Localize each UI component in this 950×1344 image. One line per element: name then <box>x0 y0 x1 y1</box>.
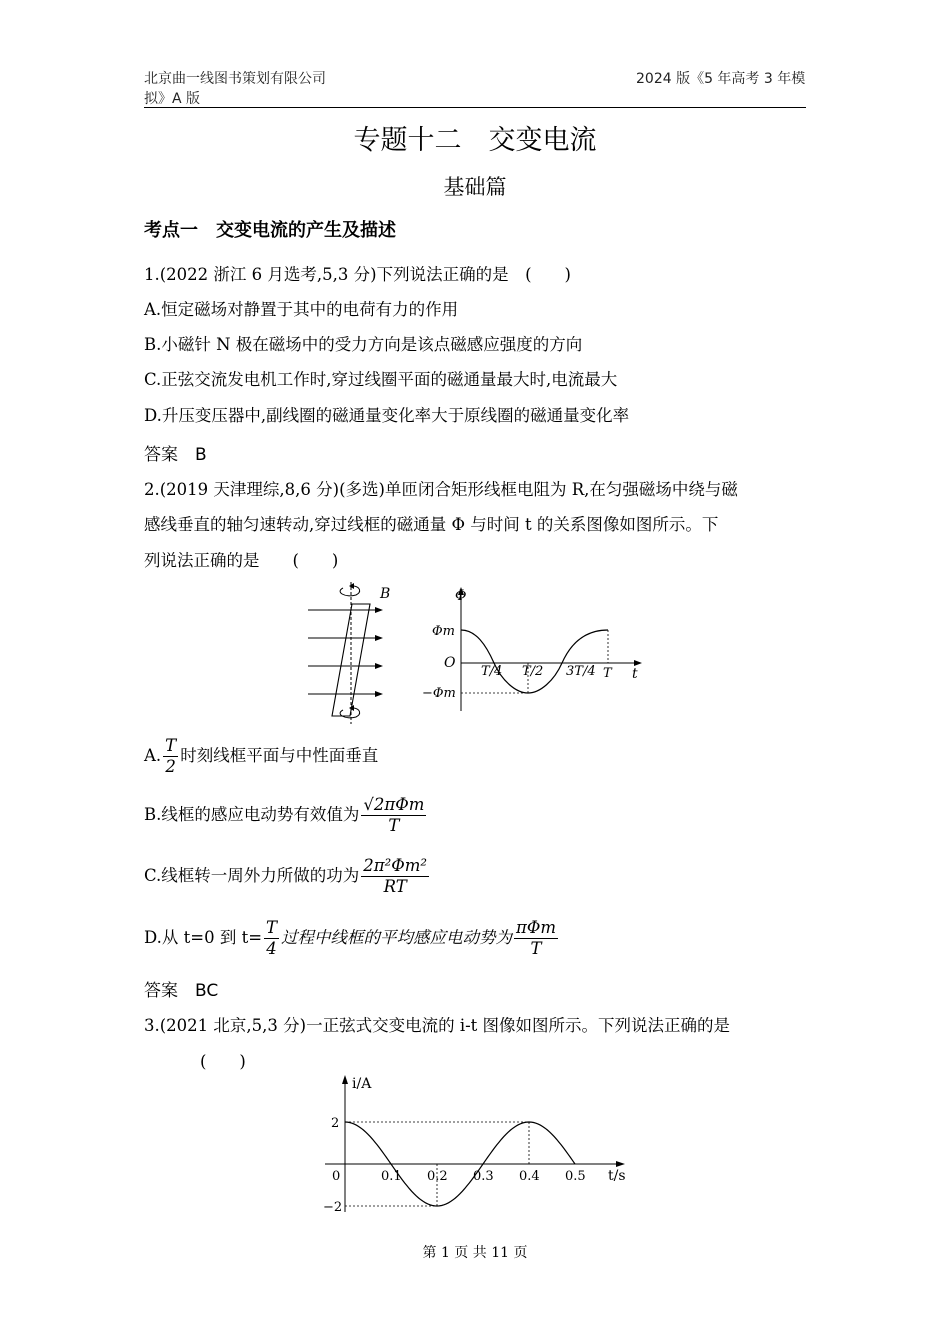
q2-option-b-text: B.线框的感应电动势有效值为 <box>144 805 360 824</box>
q2-option-d-text: 过程中线框的平均感应电动势为 <box>281 928 513 947</box>
q2-option-d-fraction1 <box>264 918 279 959</box>
q1-option-d: D.升压变压器中,副线圈的磁通量变化率大于原线圈的磁通量变化率 <box>144 406 630 425</box>
origin-label: O <box>444 655 456 671</box>
tick-label: T/4 <box>481 664 503 679</box>
page-footer: 第 1 页 共 11 页 <box>422 1245 528 1261</box>
q2-option-b-fraction <box>361 795 426 836</box>
t-axis-label: t <box>632 666 638 682</box>
q2-answer: 答案 BC <box>144 981 219 1001</box>
q2-stem-line2: 感线垂直的轴匀速转动,穿过线框的磁通量 Φ 与时间 t 的关系图像如图所示。下 <box>144 515 719 534</box>
fraction-numerator: T <box>266 918 278 937</box>
fraction-numerator: √2πΦm <box>363 795 425 814</box>
header-left-line1: 北京曲一线图书策划有限公司 <box>144 71 326 87</box>
tick-label: T/2 <box>522 664 544 679</box>
page-subtitle: 基础篇 <box>443 175 507 199</box>
q2-option-d-prefix: D.从 t=0 到 t= <box>144 928 263 947</box>
q3-it-chart <box>300 1072 640 1222</box>
q3-stem-line1: 3.(2021 北京,5,3 分)一正弦式交变电流的 i-t 图像如图所示。下列说法正确的是 <box>144 1016 731 1035</box>
y-tick-label: −2 <box>323 1200 343 1215</box>
q2-option-c-fraction <box>361 856 429 897</box>
q2-phi-graph <box>418 585 648 715</box>
q1-option-c: C.正弦交流发电机工作时,穿过线圈平面的磁通量最大时,电流最大 <box>144 370 618 389</box>
fraction-numerator: 2π²Φm² <box>363 856 428 875</box>
header-rule <box>144 107 806 108</box>
x-tick-label: 0 <box>332 1169 341 1184</box>
phi-graph-ticks <box>481 664 613 681</box>
header-left-line2: 拟》A 版 <box>144 91 201 107</box>
q1-option-a: A.恒定磁场对静置于其中的电荷有力的作用 <box>144 300 459 319</box>
fraction-denominator: T <box>388 816 400 835</box>
x-tick-label: 0.3 <box>473 1169 494 1184</box>
page-title: 专题十二 交变电流 <box>353 125 597 156</box>
fraction-denominator: T <box>530 939 542 958</box>
fraction-numerator: T <box>165 736 177 755</box>
x-axis-label: t/s <box>608 1168 626 1184</box>
x-tick-label: 0.4 <box>519 1169 540 1184</box>
field-label-b: B <box>380 586 391 602</box>
q2-option-a-prefix: A. <box>144 746 162 765</box>
q1-answer: 答案 B <box>144 445 207 465</box>
q2-coil-figure <box>300 578 405 728</box>
q2-option-a-fraction <box>163 736 178 777</box>
y-axis-label: i/A <box>352 1076 372 1092</box>
tick-label: T <box>603 666 612 681</box>
fraction-denominator: 4 <box>266 939 277 958</box>
q2-stem-line3: 列说法正确的是 ( ) <box>144 551 339 570</box>
header-right: 2024 版《5 年高考 3 年模 <box>636 71 806 87</box>
q2-option-b <box>144 795 428 836</box>
phi-m-label: Φm <box>432 624 455 639</box>
fraction-denominator: RT <box>383 877 407 896</box>
x-tick-label: 0.2 <box>427 1169 448 1184</box>
y-tick-label: 2 <box>331 1116 340 1131</box>
q2-option-c <box>144 856 431 897</box>
q2-option-a-text: 时刻线框平面与中性面垂直 <box>180 746 379 765</box>
q2-stem-line1: 2.(2019 天津理综,8,6 分)(多选)单匝闭合矩形线框电阻为 R,在匀强磁场中绕与磁 <box>144 480 738 499</box>
fraction-denominator: 2 <box>165 757 176 776</box>
phi-axis-label: Φ <box>455 588 467 604</box>
q2-option-a <box>144 736 378 777</box>
section-heading: 考点一 交变电流的产生及描述 <box>144 220 396 241</box>
q3-stem-line2: ( ) <box>200 1052 246 1071</box>
x-tick-label: 0.5 <box>565 1169 586 1184</box>
fraction-numerator: πΦm <box>516 918 557 937</box>
x-tick-label: 0.1 <box>381 1169 402 1184</box>
q2-option-d <box>144 918 560 959</box>
neg-phi-m-label: −Φm <box>422 686 456 701</box>
q1-option-b: B.小磁针 N 极在磁场中的受力方向是该点磁感应强度的方向 <box>144 335 583 354</box>
tick-label: 3T/4 <box>566 664 596 679</box>
q2-option-c-text: C.线框转一周外力所做的功为 <box>144 866 360 885</box>
q2-option-d-fraction2 <box>514 918 558 959</box>
q1-stem: 1.(2022 浙江 6 月选考,5,3 分)下列说法正确的是 ( ) <box>144 265 571 284</box>
